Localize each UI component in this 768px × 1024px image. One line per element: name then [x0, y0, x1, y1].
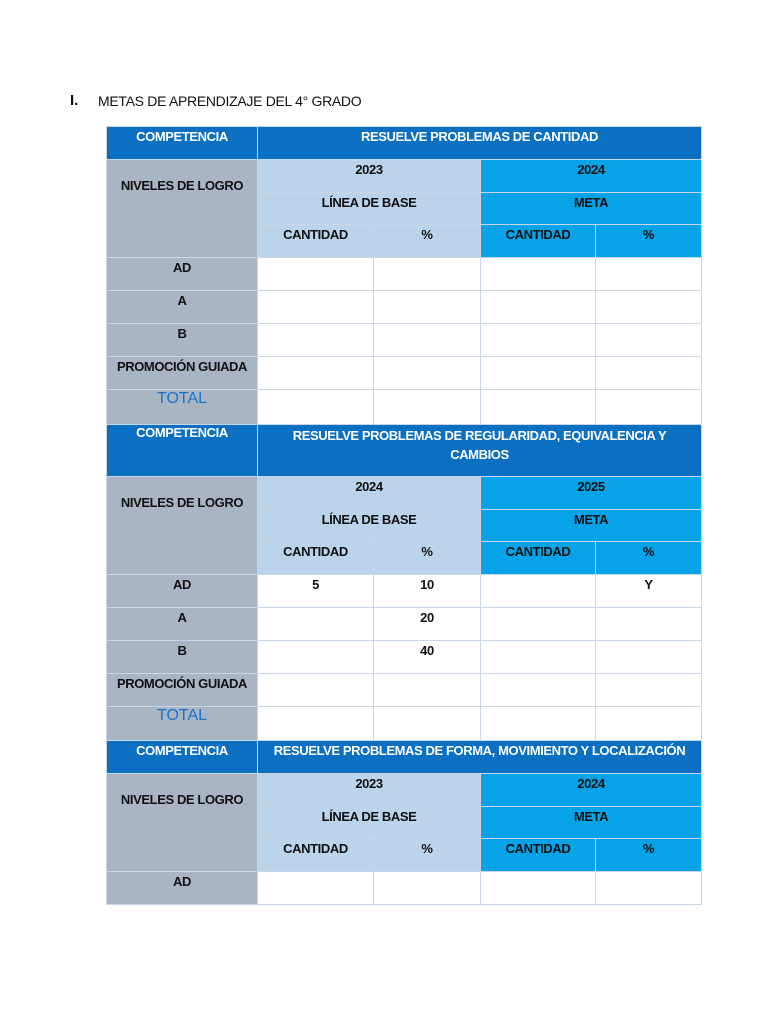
- row-label: A: [107, 608, 258, 641]
- row-label: AD: [107, 575, 258, 608]
- competencia-label-cell: COMPETENCIA: [107, 127, 258, 160]
- col-pct-base: %: [374, 839, 481, 872]
- cell-cantidad-meta[interactable]: [481, 872, 596, 905]
- cell-pct-meta[interactable]: [596, 872, 702, 905]
- cell-cantidad-meta[interactable]: [481, 641, 596, 674]
- table-row: [107, 258, 702, 291]
- cell-pct-meta[interactable]: Y: [596, 575, 702, 608]
- cell-pct-base[interactable]: [374, 707, 481, 741]
- table-row: [107, 291, 702, 324]
- cell-cantidad-meta[interactable]: [481, 324, 596, 357]
- meta-label-cell: META: [481, 193, 702, 225]
- cell-cantidad-meta[interactable]: [481, 575, 596, 608]
- cell-pct-base[interactable]: 10: [374, 575, 481, 608]
- total-label: TOTAL: [107, 390, 258, 425]
- cell-cantidad-base[interactable]: [258, 390, 374, 425]
- cell-cantidad-base[interactable]: [258, 324, 374, 357]
- base-label-cell: LÍNEA DE BASE: [258, 193, 481, 225]
- col-pct-meta: %: [596, 839, 702, 872]
- competencia-name-cell: RESUELVE PROBLEMAS DE CANTIDAD: [258, 127, 702, 160]
- cell-cantidad-meta[interactable]: [481, 674, 596, 707]
- col-cantidad-meta: CANTIDAD: [481, 839, 596, 872]
- table-row: [107, 872, 702, 905]
- niveles-header: NIVELES DE LOGRO: [107, 477, 258, 575]
- table-row: [107, 608, 702, 641]
- cell-cantidad-base[interactable]: [258, 641, 374, 674]
- cell-pct-base[interactable]: [374, 872, 481, 905]
- cell-pct-meta[interactable]: [596, 291, 702, 324]
- cell-pct-base[interactable]: [374, 357, 481, 390]
- col-cantidad-meta: CANTIDAD: [481, 225, 596, 258]
- cell-pct-meta[interactable]: [596, 608, 702, 641]
- competencia-name-cell: RESUELVE PROBLEMAS DE REGULARIDAD, EQUIVALENCIA Y CAMBIOS: [258, 425, 702, 477]
- col-pct-base: %: [374, 225, 481, 258]
- meta-label-cell: META: [481, 807, 702, 839]
- cell-pct-base[interactable]: [374, 674, 481, 707]
- competencia-label-cell: COMPETENCIA: [107, 741, 258, 774]
- cell-cantidad-meta[interactable]: [481, 608, 596, 641]
- row-label: B: [107, 324, 258, 357]
- niveles-header: NIVELES DE LOGRO: [107, 774, 258, 872]
- base-label-cell: LÍNEA DE BASE: [258, 807, 481, 839]
- year-meta-cell: 2024: [481, 774, 702, 807]
- table-row: [107, 357, 702, 390]
- cell-cantidad-base[interactable]: [258, 707, 374, 741]
- total-label: TOTAL: [107, 707, 258, 741]
- cell-pct-base[interactable]: 20: [374, 608, 481, 641]
- cell-pct-base[interactable]: [374, 324, 481, 357]
- year-meta-cell: 2024: [481, 160, 702, 193]
- section-heading: [70, 92, 361, 109]
- table-row: [107, 674, 702, 707]
- cell-pct-meta[interactable]: [596, 707, 702, 741]
- col-cantidad-base: CANTIDAD: [258, 839, 374, 872]
- cell-pct-base[interactable]: [374, 390, 481, 425]
- cell-cantidad-base[interactable]: [258, 674, 374, 707]
- section-title: METAS DE APRENDIZAJE DEL 4° GRADO: [98, 92, 362, 109]
- cell-pct-meta[interactable]: [596, 641, 702, 674]
- row-label: AD: [107, 258, 258, 291]
- cell-cantidad-meta[interactable]: [481, 258, 596, 291]
- cell-pct-meta[interactable]: [596, 357, 702, 390]
- row-label: B: [107, 641, 258, 674]
- row-label: AD: [107, 872, 258, 905]
- competencia-table-forma: [106, 740, 702, 905]
- cell-cantidad-base[interactable]: [258, 357, 374, 390]
- row-label: PROMOCIÓN GUIADA: [107, 357, 258, 390]
- cell-cantidad-meta[interactable]: [481, 291, 596, 324]
- year-base-cell: 2024: [258, 477, 481, 510]
- year-base-cell: 2023: [258, 160, 481, 193]
- table-row-total: [107, 707, 702, 741]
- cell-pct-meta[interactable]: [596, 258, 702, 291]
- row-label: A: [107, 291, 258, 324]
- cell-cantidad-base[interactable]: [258, 872, 374, 905]
- col-pct-meta: %: [596, 542, 702, 575]
- base-label-cell: LÍNEA DE BASE: [258, 510, 481, 542]
- niveles-header: NIVELES DE LOGRO: [107, 160, 258, 258]
- cell-cantidad-base[interactable]: [258, 608, 374, 641]
- cell-pct-base[interactable]: [374, 291, 481, 324]
- table-row: [107, 641, 702, 674]
- table-row-total: [107, 390, 702, 425]
- competencia-name-cell: RESUELVE PROBLEMAS DE FORMA, MOVIMIENTO Y LOCALIZACIÓN: [258, 741, 702, 774]
- cell-cantidad-meta[interactable]: [481, 390, 596, 425]
- cell-cantidad-meta[interactable]: [481, 357, 596, 390]
- cell-cantidad-base[interactable]: [258, 258, 374, 291]
- meta-label-cell: META: [481, 510, 702, 542]
- cell-pct-meta[interactable]: [596, 674, 702, 707]
- year-meta-cell: 2025: [481, 477, 702, 510]
- cell-cantidad-base[interactable]: [258, 291, 374, 324]
- competencia-label-cell: COMPETENCIA: [107, 425, 258, 477]
- cell-pct-meta[interactable]: [596, 390, 702, 425]
- competencia-table-cantidad: [106, 126, 702, 425]
- col-cantidad-meta: CANTIDAD: [481, 542, 596, 575]
- cell-pct-base[interactable]: [374, 258, 481, 291]
- cell-cantidad-base[interactable]: 5: [258, 575, 374, 608]
- table-row: [107, 575, 702, 608]
- row-label: PROMOCIÓN GUIADA: [107, 674, 258, 707]
- col-pct-base: %: [374, 542, 481, 575]
- year-base-cell: 2023: [258, 774, 481, 807]
- col-pct-meta: %: [596, 225, 702, 258]
- col-cantidad-base: CANTIDAD: [258, 225, 374, 258]
- cell-pct-base[interactable]: 40: [374, 641, 481, 674]
- cell-cantidad-meta[interactable]: [481, 707, 596, 741]
- table-row: [107, 324, 702, 357]
- competencia-table-regularidad: [106, 424, 702, 741]
- cell-pct-meta[interactable]: [596, 324, 702, 357]
- col-cantidad-base: CANTIDAD: [258, 542, 374, 575]
- section-number: I.: [70, 92, 79, 109]
